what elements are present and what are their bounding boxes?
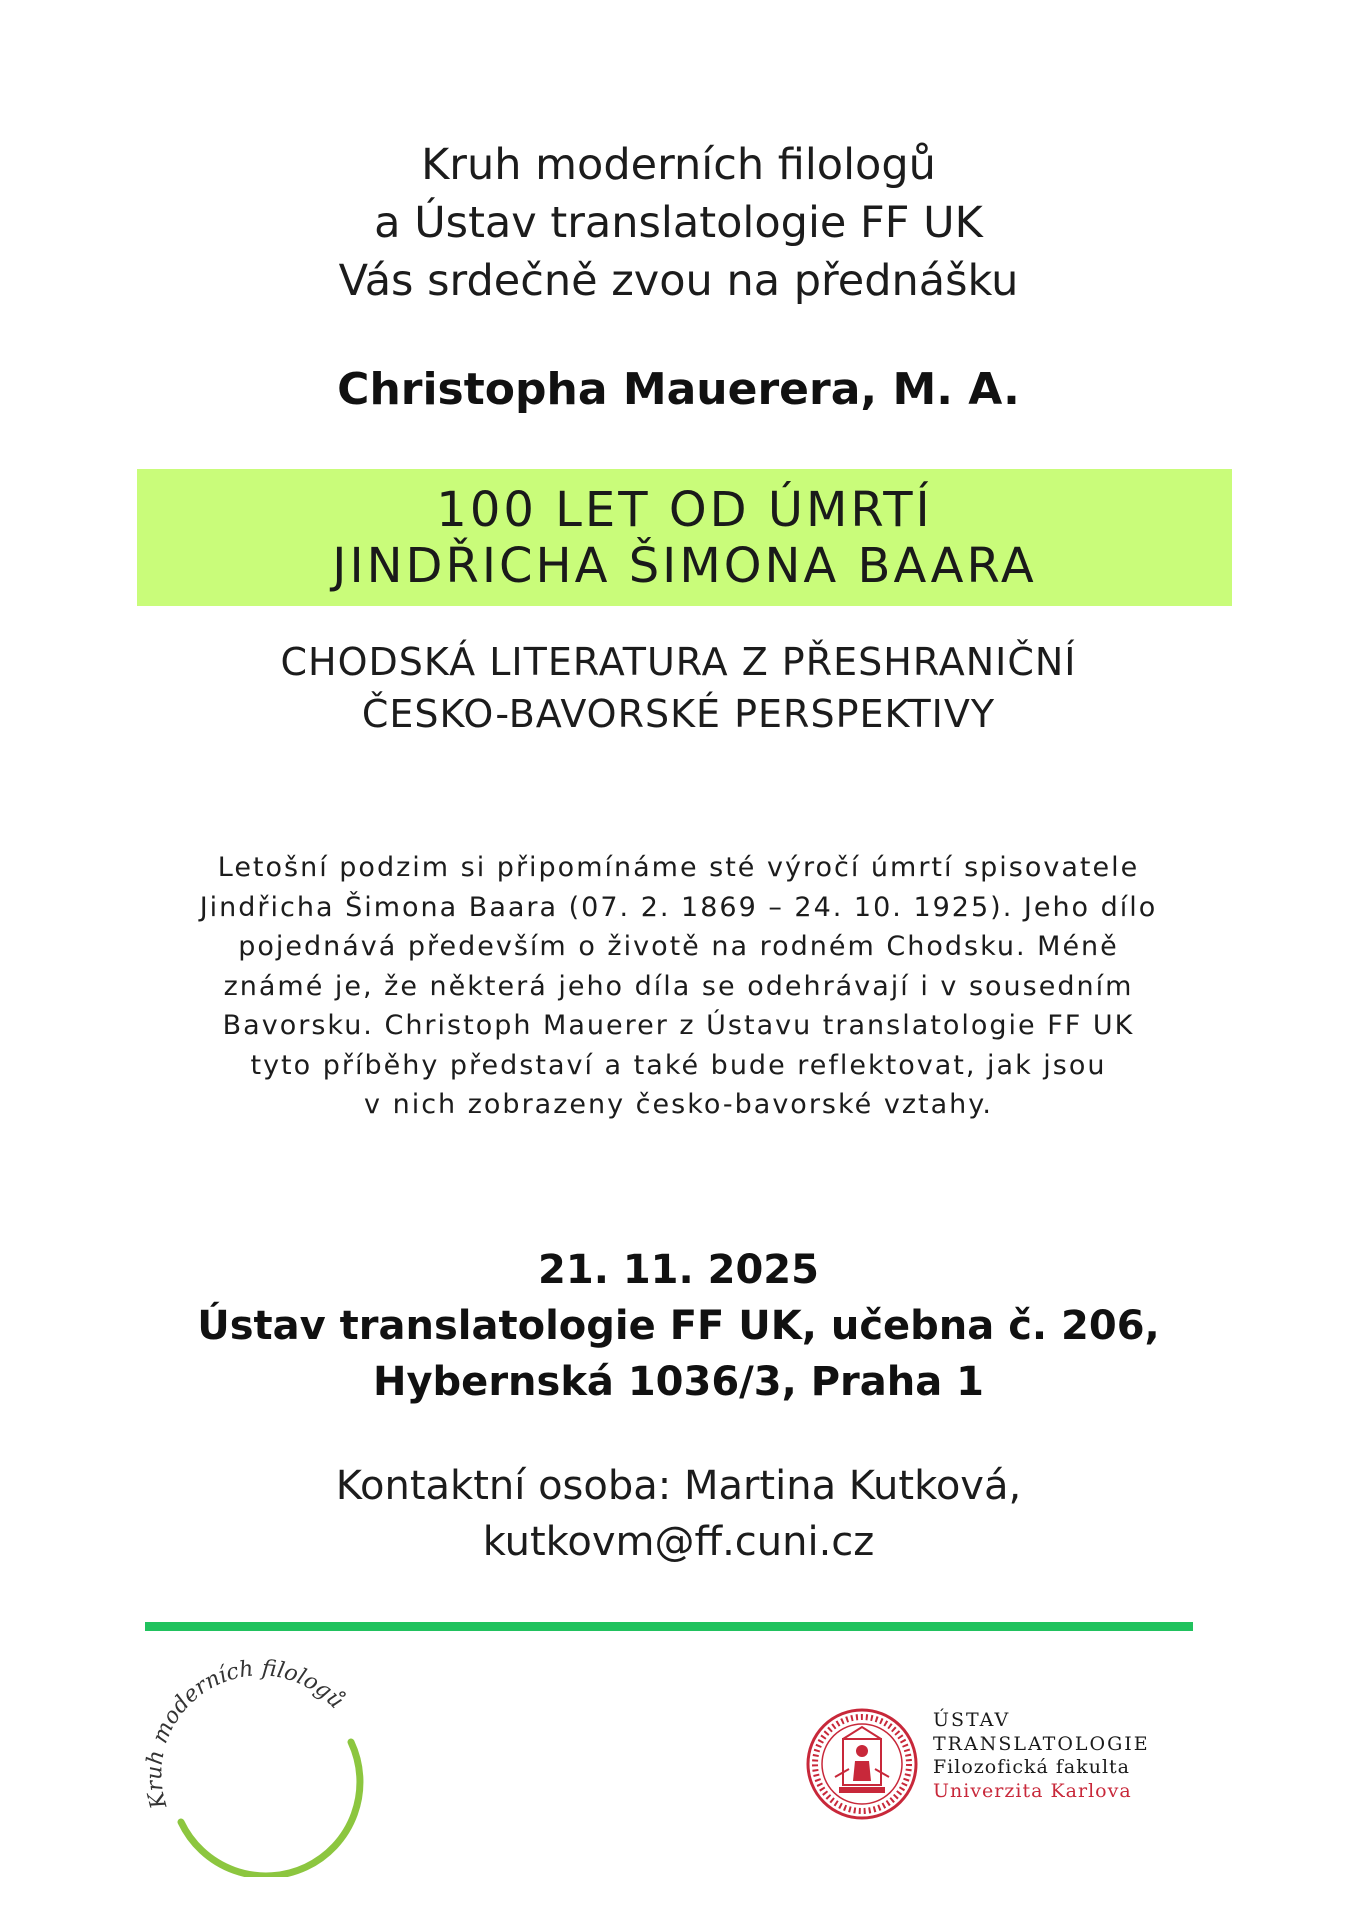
contact-person: Kontaktní osoba: Martina Kutková, [335,1463,1022,1509]
description-line: známé je, že některá jeho díla se odehrávají i v sousedním [223,970,1134,1002]
intro-line: a Ústav translatologie FF UK [374,198,983,248]
intro-line: Vás srdečně zvou na přednášku [338,256,1019,306]
description-line: Letošní podzim si připomínáme sté výročí úmrtí spisovatele [217,852,1140,883]
description-line: Jindřicha Šimona Baara (07. 2. 1869 – 24. 10. 1925). Jeho dílo [199,891,1158,923]
event-date: 21. 11. 2025 [538,1247,819,1293]
event-venue: Ústav translatologie FF UK, učebna č. 206, [197,1303,1160,1349]
utr-logo-university: Univerzita Karlova [933,1779,1132,1802]
description-line: v nich zobrazeny česko-bavorské vztahy. [364,1089,993,1120]
utr-logo-faculty: Filozofická fakulta [933,1756,1131,1778]
utr-logo-line: TRANSLATOLOGIE [933,1732,1150,1755]
intro-line: Kruh moderních filologů [421,140,936,190]
contact-email[interactable]: kutkovm@ff.cuni.cz [482,1519,875,1565]
lecture-title-line: JINDŘICHA ŠIMONA BAARA [332,538,1037,594]
lecture-title-line: 100 LET OD ÚMRTÍ [436,482,933,538]
kmf-logo-text: Kr h moderních filologů [145,1656,349,1812]
description-line: tyto příběhy představí a také bude reflektovat, jak jsou [250,1049,1107,1081]
kmf-logo [145,1652,370,1877]
contact-block [0,1458,1357,1570]
intro-block [0,136,1357,310]
utr-logo-line: ÚSTAV [933,1709,1011,1731]
event-details [0,1242,1357,1410]
lecture-title-box [137,469,1232,606]
university-seal-icon [805,1707,919,1821]
description-line: Bavorsku. Christoph Mauerer z Ústavu translatologie FF UK [222,1010,1135,1041]
subtitle-line: ČESKO-BAVORSKÉ PERSPEKTIVY [361,692,996,736]
description [0,848,1357,1125]
speaker-name: Christopha Mauerera, M. A. [337,364,1020,415]
lecture-subtitle [0,636,1357,740]
event-address: Hybernská 1036/3, Praha 1 [373,1359,984,1405]
description-line: pojednává především o životě na rodném Chodsku. Méně [238,931,1119,962]
subtitle-line: CHODSKÁ LITERATURA Z PŘESHRANIČNÍ [280,640,1077,684]
divider-line [145,1622,1193,1631]
kmf-logo-icon [145,1652,370,1877]
utr-logo-text [933,1709,1150,1803]
